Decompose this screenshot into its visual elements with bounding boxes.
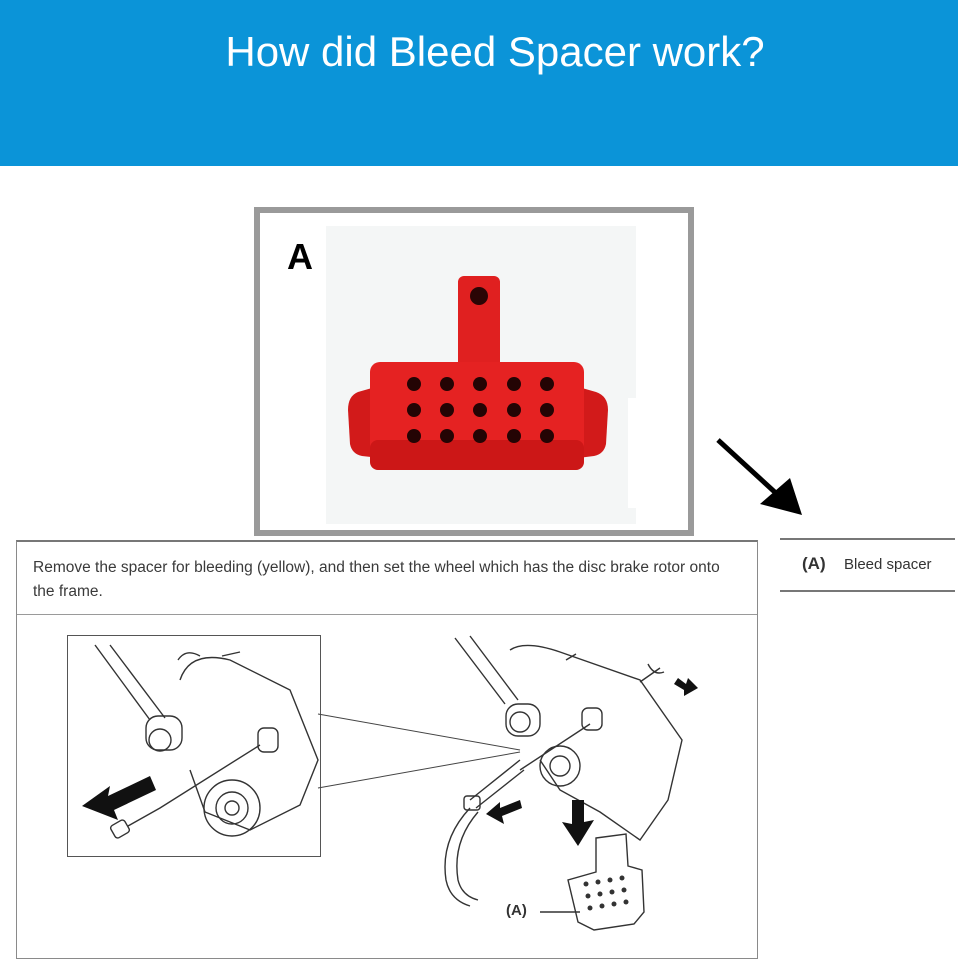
photo-label: A xyxy=(287,236,313,277)
small-right-arrow-icon xyxy=(674,678,698,696)
magnify-leader-lines xyxy=(318,714,520,788)
instruction-text: Remove the spacer for bleeding (yellow), and then set the wheel which has the disc brake rotor onto the frame. xyxy=(33,559,720,600)
page-title: How did Bleed Spacer work? xyxy=(225,28,765,75)
small-left-arrow-icon xyxy=(486,800,522,824)
legend-code: (A) xyxy=(802,554,826,573)
legend-label: Bleed spacer xyxy=(844,556,932,573)
main-caliper-drawing xyxy=(445,636,682,906)
detail-caliper-drawing xyxy=(95,645,318,839)
left-arrow-icon xyxy=(82,776,156,820)
diagram-spacer-drawing xyxy=(540,834,644,930)
movement-arrows xyxy=(82,678,698,846)
down-arrow-icon xyxy=(562,800,594,846)
diagram-callout: (A) xyxy=(506,902,527,919)
